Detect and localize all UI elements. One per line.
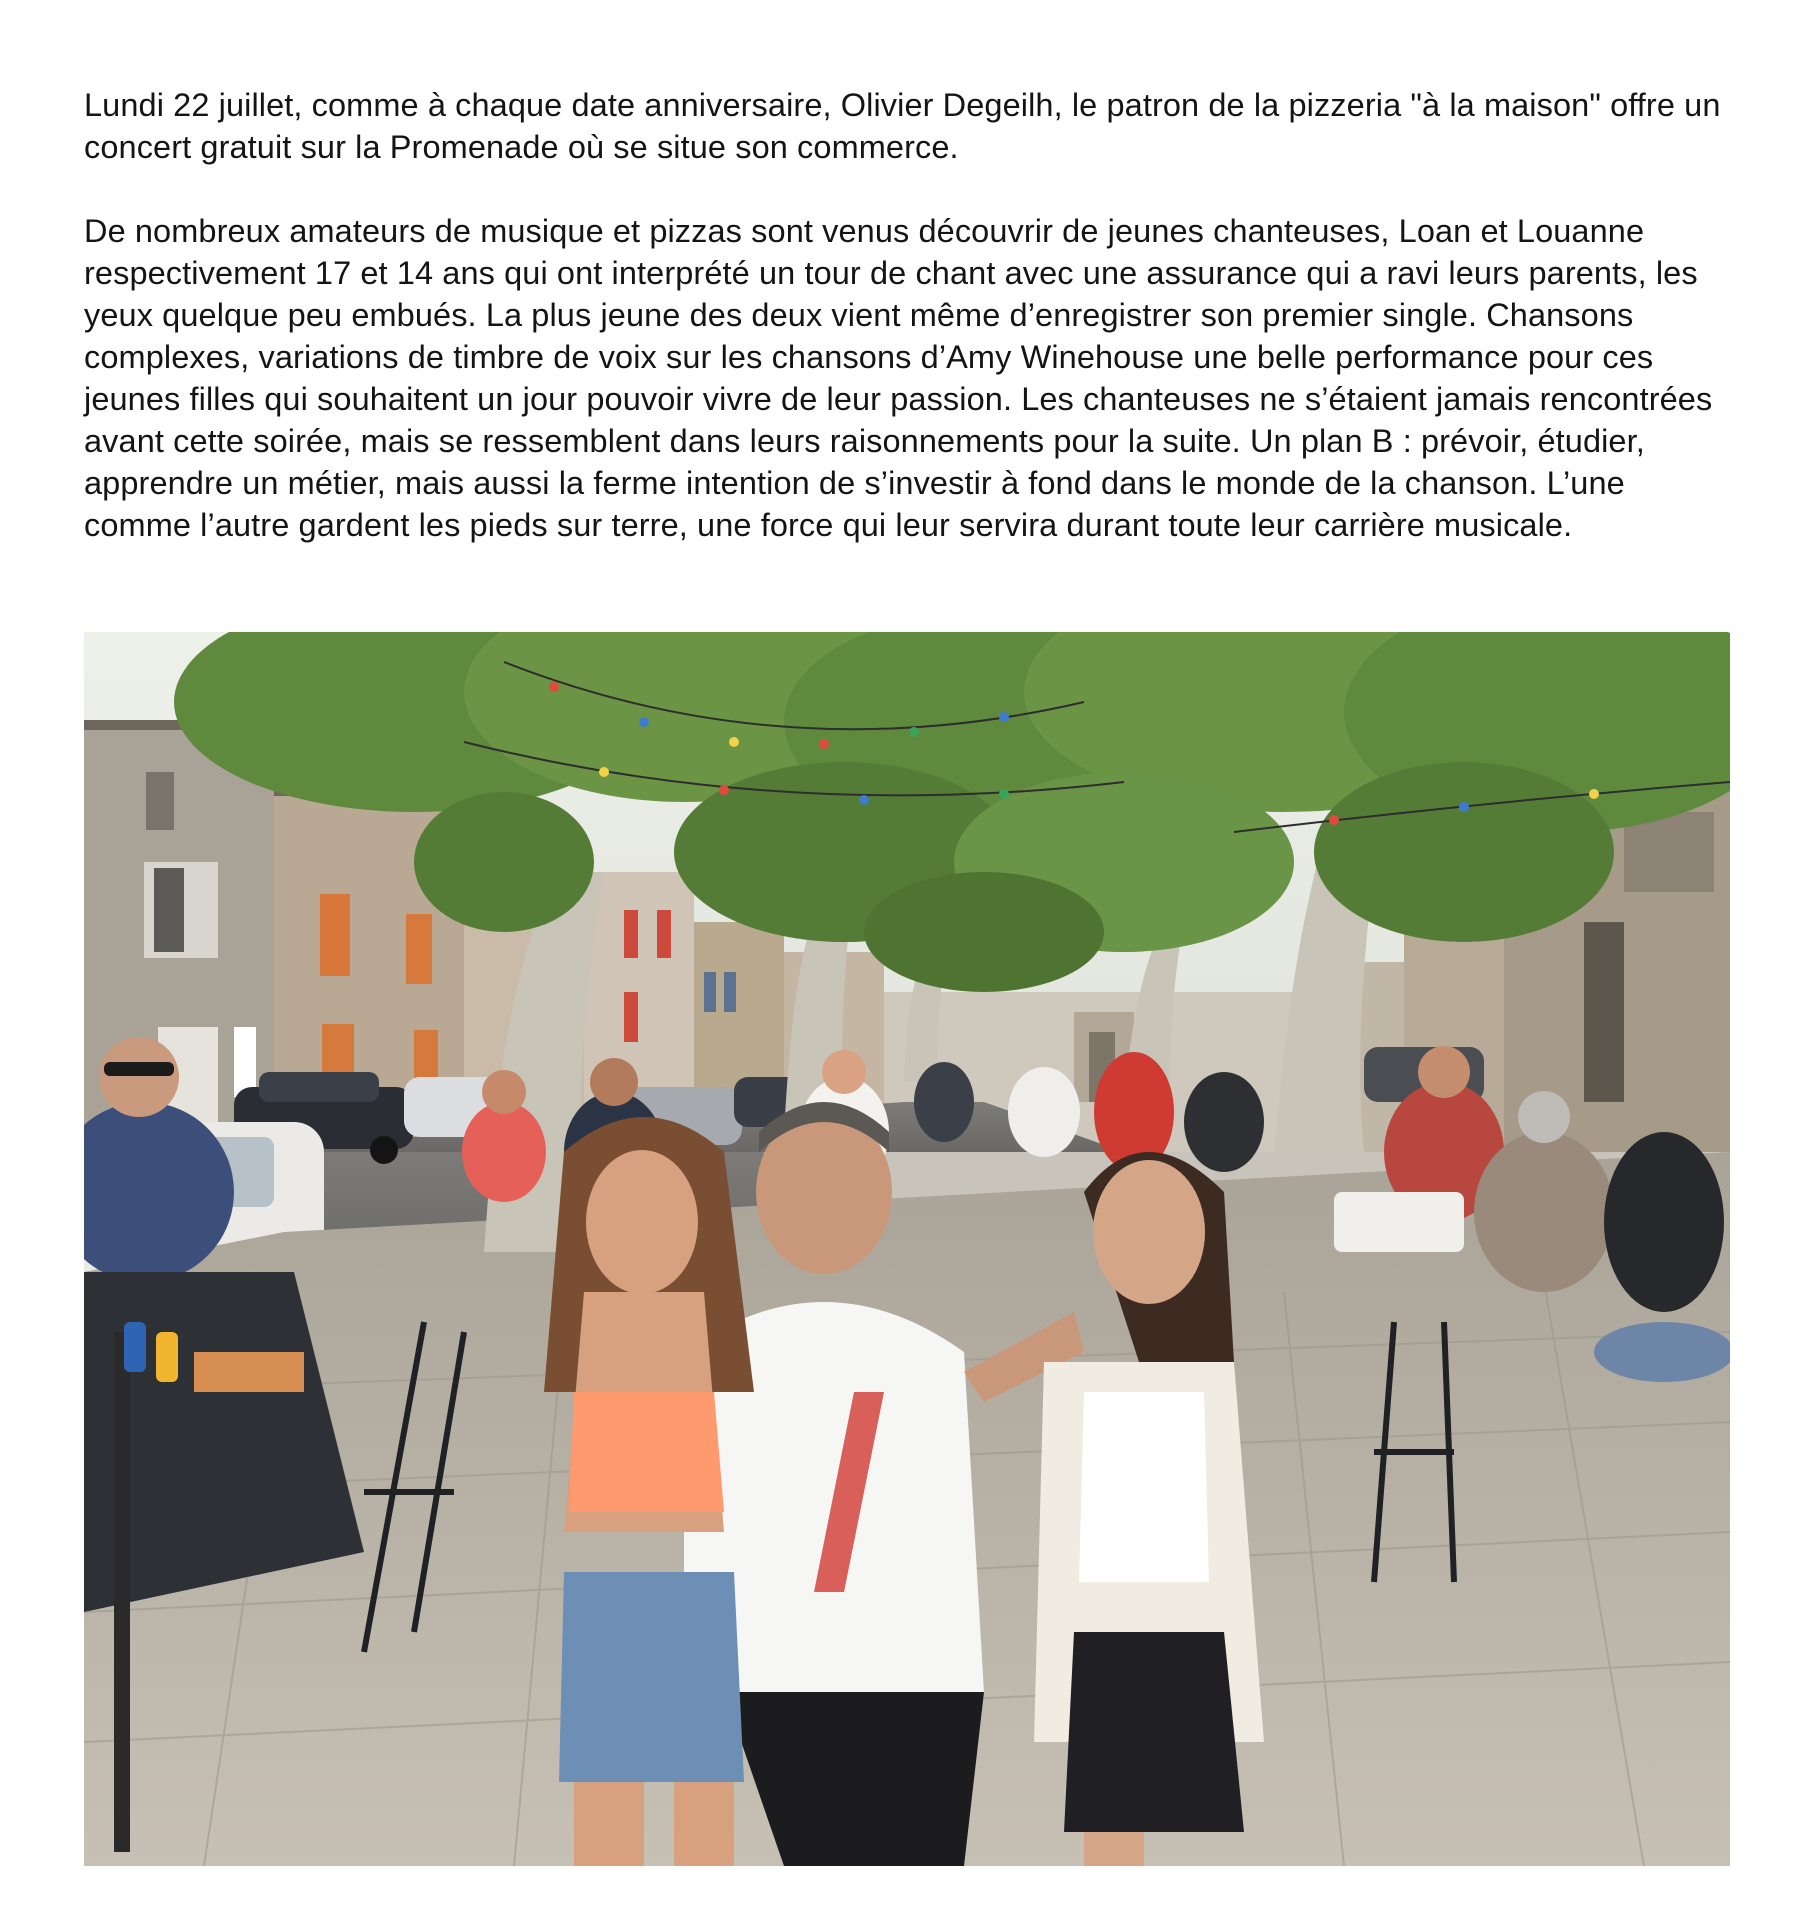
article-paragraph-intro: Lundi 22 juillet, comme à chaque date anniversaire, Olivier Degeilh, le patron de la pizzeria "à la maison" offre un concert gratuit sur la Promenade où se situe son commerce. [84, 87, 1721, 165]
article-paragraph-main: De nombreux amateurs de musique et pizzas sont venus découvrir de jeunes chanteuses, Loan et Louanne respectivement 17 et 14 ans qui ont interprété un tour de chant avec une assurance qui a ravi leurs parents, les yeux quelque peu embués. La plus jeune des deux vient même d’enregistrer son premier single. Chansons complexes, variations de timbre de voix sur les chansons d’Amy Winehouse une belle performance pour ces jeunes filles qui souhaitent un jour pouvoir vivre de leur passion. Les chanteuses ne s’étaient jamais rencontrées avant cette soirée, mais se ressemblent dans leurs raisonnements pour la suite. Un plan B : prévoir, étudier, apprendre un métier, mais aussi la ferme intention de s’investir à fond dans le monde de la chanson. L’une comme l’autre gardent les pieds sur terre, une force qui leur servira durant toute leur carrière musicale. [84, 213, 1713, 543]
photo-illustration [84, 632, 1730, 1866]
article-photo [84, 632, 1730, 1866]
article-body [84, 84, 1734, 546]
